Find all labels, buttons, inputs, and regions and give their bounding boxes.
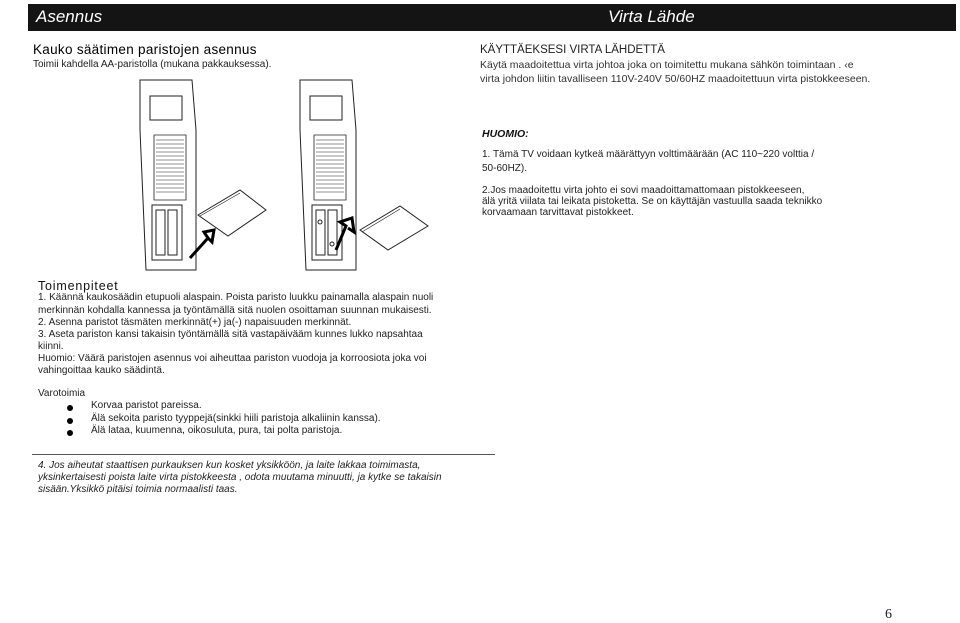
precaution-item: Korvaa paristot pareissa. [91, 400, 202, 411]
section-divider [32, 454, 495, 455]
procedure-line: vahingoittaa kauko säädintä. [38, 365, 165, 376]
note-item-2-line-1: 2.Jos maadoitettu virta johto ei sovi maadoittamattomaan pistokkeeseen, [482, 185, 805, 196]
power-source-line-2: virta johdon liitin tavalliseen 110V-240V 50/60HZ maadoitettuun virta pistokkeeseen. [480, 73, 871, 85]
procedure-line: merkinnän kohdalla kannessa ja työntämällä sitä nuolen osoittaman suunnan mukaisesti. [38, 305, 432, 316]
procedure-line: 2. Asenna paristot täsmäten merkinnät(+) ja(-) napaisuuden merkinnät. [38, 317, 352, 328]
battery-install-subtitle: Toimii kahdella AA-paristolla (mukana pakkauksessa). [33, 59, 272, 70]
static-note-line-2: yksinkertaisesti poista laite virta pistokkeesta , odota muutama minuutti, ja kytke se takaisin [38, 472, 442, 483]
precautions-title: Varotoimia [38, 388, 86, 399]
section-title-installation: Asennus [36, 7, 103, 26]
section-title-power-source: Virta Lähde [608, 7, 695, 26]
note-item-1-line-2: 50-60HZ). [482, 163, 528, 174]
bullet-icon [67, 405, 73, 411]
static-note-line-3: sisään.Yksikkö pitäisi toimia normaalisti taas. [38, 484, 238, 495]
remote-left-illustration [140, 80, 266, 270]
procedure-line: 3. Aseta pariston kansi takaisin työntämällä sitä vastapäivääm kunnes lukko napsahtaa [38, 329, 423, 340]
procedure-line: 1. Käännä kaukosäädin etupuoli alaspain. Poista paristo luukku painamalla alaspain nuoli [38, 292, 434, 303]
note-item-1-line-1: 1. Tämä TV voidaan kytkeä määrättyyn volttimäärään (AC 110~220 volttia / [482, 149, 815, 160]
static-note-line-1: 4. Jos aiheutat staattisen purkauksen kun kosket yksikköön, ja laite lakkaa toimimasta, [38, 460, 421, 471]
procedure-line: Huomio: Väärä paristojen asennus voi aiheuttaa pariston vuodoja ja korroosiota joka voi [38, 353, 427, 364]
remote-right-illustration [300, 80, 428, 270]
battery-install-heading: Kauko säätimen paristojen asennus [33, 42, 257, 57]
page-number: 6 [885, 607, 892, 622]
note-item-2-line-3: korvaamaan tarvittavat pistokkeet. [482, 207, 634, 218]
power-source-title: KÄYTTÄEKSESI VIRTA LÄHDETTÄ [480, 44, 665, 56]
procedure-line: kiinni. [38, 341, 64, 352]
bullet-icon [67, 430, 73, 436]
precaution-item: Älä lataa, kuumenna, oikosuluta, pura, tai polta paristoja. [91, 425, 343, 436]
precaution-item: Älä sekoita paristo tyyppejä(sinkki hiili paristoja alkaliinin kanssa). [91, 413, 381, 424]
procedure-title: Toimenpiteet [38, 279, 119, 293]
note-heading: HUOMIO: [482, 128, 529, 140]
note-item-2-line-2: älä yritä viilata tai leikata pistoketta. Se on käyttäjän vastuulla saada teknikko [482, 196, 823, 207]
power-source-line-1: Käytä maadoitettua virta johtoa joka on toimitettu mukana sähkön toimintaan . ‹e [480, 59, 854, 71]
bullet-icon [67, 418, 73, 424]
